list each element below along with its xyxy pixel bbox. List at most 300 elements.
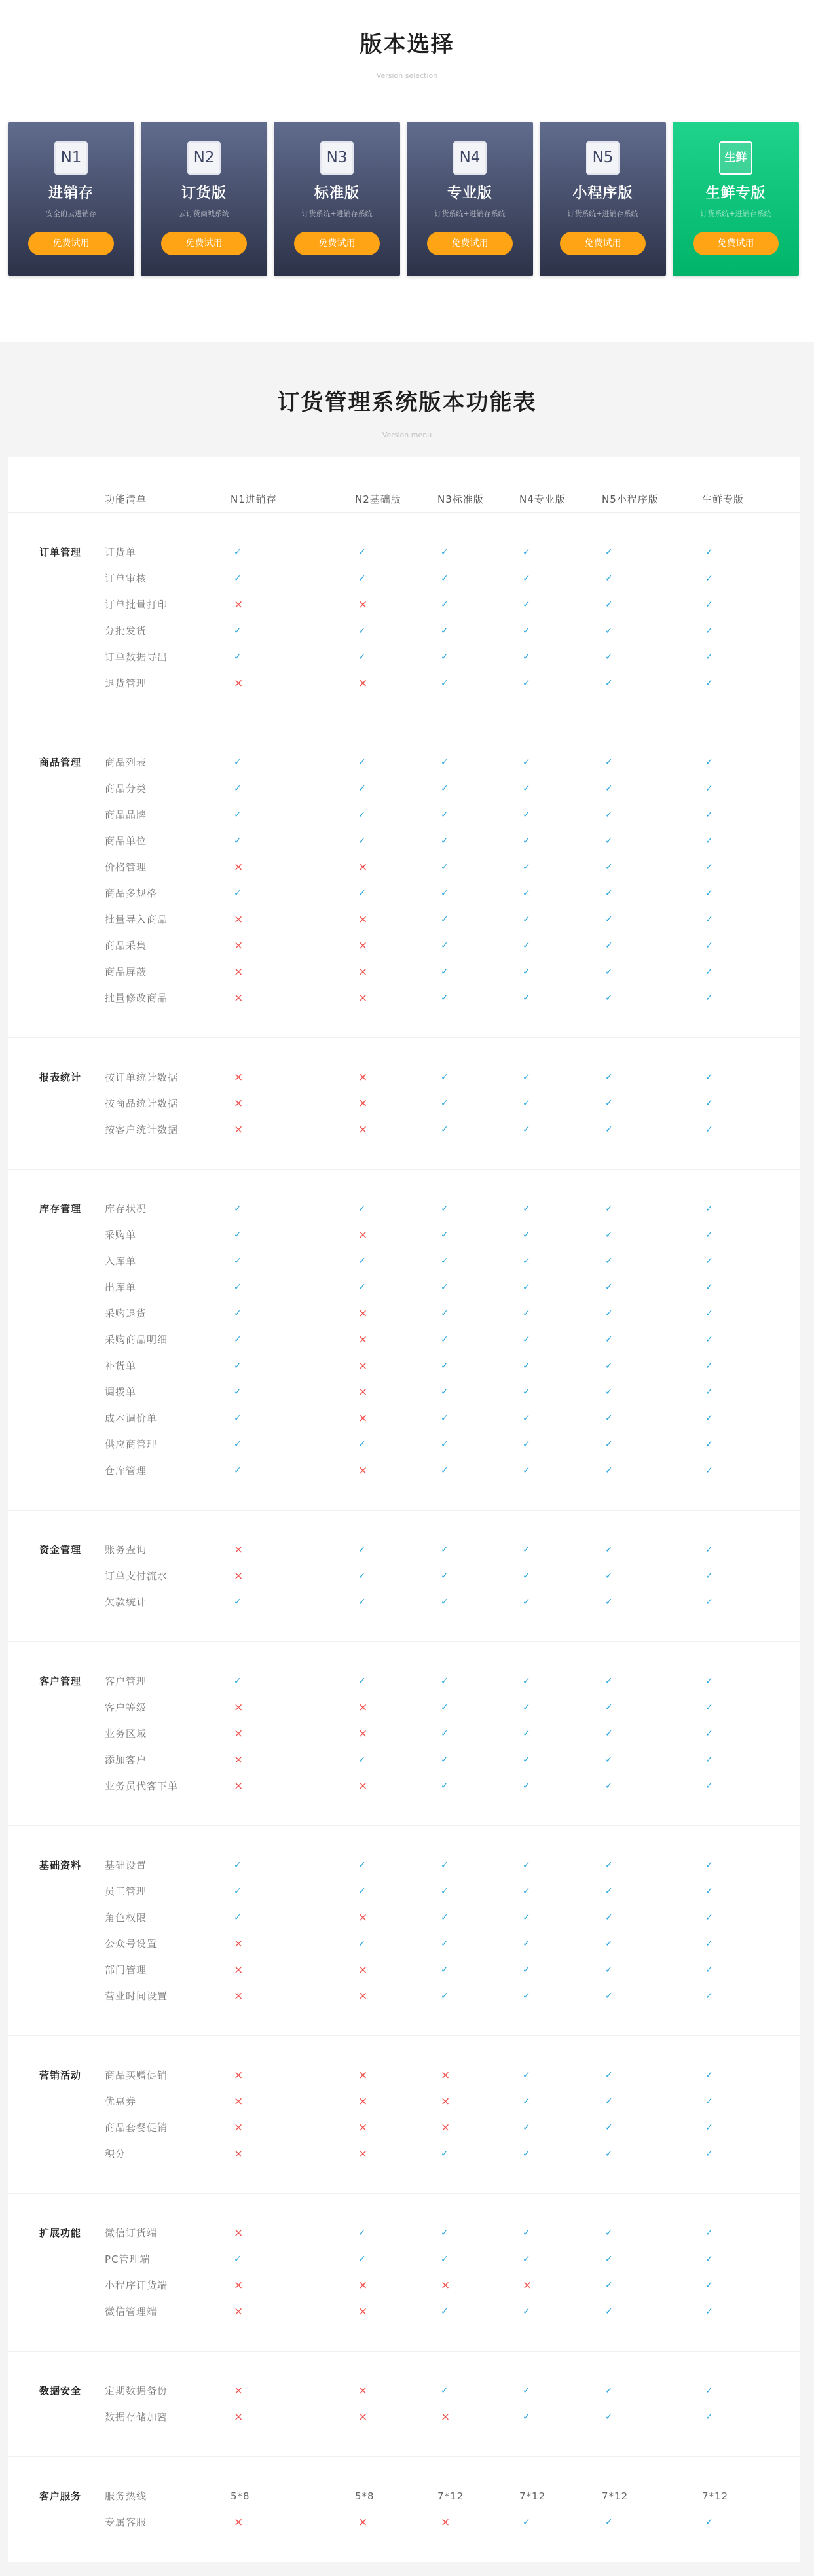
- feature-name: 专属客服: [105, 2516, 147, 2528]
- feature-name: 订单审核: [105, 573, 147, 584]
- cross-icon: ×: [234, 2069, 244, 2082]
- version-name: 生鲜专版: [705, 185, 766, 202]
- check-icon: ✓: [358, 1597, 367, 1607]
- cross-icon: ×: [358, 861, 369, 874]
- check-icon: ✓: [441, 2149, 449, 2159]
- check-icon: ✓: [441, 1361, 449, 1371]
- check-icon: ✓: [705, 1912, 714, 1923]
- table-row: [8, 2088, 800, 2115]
- check-icon: ✓: [441, 2386, 449, 2396]
- table-row: [8, 1248, 800, 1274]
- check-icon: ✓: [523, 1439, 531, 1450]
- check-icon: ✓: [523, 599, 531, 610]
- cross-icon: ×: [358, 1412, 369, 1425]
- check-icon: ✓: [523, 547, 531, 558]
- check-icon: ✓: [441, 678, 449, 689]
- feature-name: 采购商品明细: [105, 1334, 168, 1346]
- check-icon: ✓: [441, 599, 449, 610]
- check-icon: ✓: [523, 757, 531, 768]
- version-name: 标准版: [314, 185, 360, 202]
- feature-name: 库存状况: [105, 1203, 147, 1215]
- check-icon: ✓: [234, 1361, 242, 1371]
- feature-name: 按订单统计数据: [105, 1071, 179, 1083]
- check-icon: ✓: [705, 2122, 714, 2133]
- check-icon: ✓: [234, 836, 242, 846]
- n3-badge-icon: N3: [320, 141, 354, 175]
- check-icon: ✓: [605, 1939, 614, 1949]
- cross-icon: ×: [358, 1333, 369, 1346]
- check-icon: ✓: [523, 940, 531, 951]
- check-icon: ✓: [441, 1755, 449, 1765]
- table-row: [8, 1905, 800, 1931]
- check-icon: ✓: [358, 573, 367, 584]
- check-icon: ✓: [441, 1124, 449, 1135]
- check-icon: ✓: [523, 1912, 531, 1923]
- cross-icon: ×: [234, 1780, 244, 1793]
- feature-table-subtitle: Version menu: [382, 431, 432, 439]
- cross-icon: ×: [358, 2384, 369, 2397]
- check-icon: ✓: [358, 1545, 367, 1555]
- check-icon: ✓: [441, 1702, 449, 1713]
- category-label: 商品管理: [39, 757, 82, 768]
- table-row: [8, 1773, 800, 1799]
- check-icon: ✓: [605, 547, 614, 558]
- feature-group: [8, 1826, 800, 2036]
- table-row: [8, 2378, 800, 2404]
- check-icon: ✓: [234, 1912, 242, 1923]
- cross-icon: ×: [358, 2121, 369, 2134]
- cross-icon: ×: [358, 965, 369, 978]
- table-row: [8, 1353, 800, 1379]
- check-icon: ✓: [605, 678, 614, 689]
- check-icon: ✓: [705, 1465, 714, 1476]
- check-icon: ✓: [523, 626, 531, 636]
- feature-name: 调拨单: [105, 1386, 137, 1398]
- check-icon: ✓: [705, 547, 714, 558]
- category-label: 客户管理: [39, 1675, 82, 1687]
- table-row: [8, 933, 800, 959]
- check-icon: ✓: [705, 1886, 714, 1897]
- check-icon: ✓: [441, 783, 449, 794]
- check-icon: ✓: [705, 1571, 714, 1581]
- check-icon: ✓: [358, 757, 367, 768]
- check-icon: ✓: [705, 1308, 714, 1319]
- check-icon: ✓: [523, 783, 531, 794]
- check-icon: ✓: [234, 652, 242, 662]
- check-icon: ✓: [705, 2412, 714, 2422]
- check-icon: ✓: [441, 547, 449, 558]
- free-trial-button[interactable]: 免费试用: [560, 232, 646, 255]
- check-icon: ✓: [358, 2228, 367, 2238]
- feature-name: 积分: [105, 2148, 126, 2160]
- check-icon: ✓: [234, 1676, 242, 1687]
- check-icon: ✓: [234, 1886, 242, 1897]
- check-icon: ✓: [605, 1361, 614, 1371]
- free-trial-button[interactable]: 免费试用: [28, 232, 114, 255]
- check-icon: ✓: [605, 1597, 614, 1607]
- version-selection-section: [0, 0, 814, 342]
- check-icon: ✓: [523, 1098, 531, 1109]
- check-icon: ✓: [705, 1387, 714, 1397]
- check-icon: ✓: [523, 967, 531, 977]
- check-icon: ✓: [605, 2386, 614, 2396]
- check-icon: ✓: [523, 2306, 531, 2317]
- check-icon: ✓: [523, 1256, 531, 1266]
- check-icon: ✓: [605, 1204, 614, 1214]
- check-icon: ✓: [605, 2280, 614, 2291]
- feature-name: 小程序订货端: [105, 2280, 168, 2291]
- table-row: [8, 1694, 800, 1721]
- check-icon: ✓: [523, 1334, 531, 1345]
- cross-icon: ×: [234, 1543, 244, 1556]
- check-icon: ✓: [605, 2306, 614, 2317]
- check-icon: ✓: [441, 573, 449, 584]
- check-icon: ✓: [605, 1282, 614, 1293]
- free-trial-button[interactable]: 免费试用: [693, 232, 779, 255]
- check-icon: ✓: [234, 1282, 242, 1293]
- feature-name: 客户管理: [105, 1675, 147, 1687]
- check-icon: ✓: [523, 836, 531, 846]
- check-icon: ✓: [441, 1098, 449, 1109]
- cross-icon: ×: [234, 1123, 244, 1136]
- cross-icon: ×: [234, 2516, 244, 2529]
- table-row: [8, 1300, 800, 1327]
- feature-name: 营业时间设置: [105, 1990, 168, 2002]
- feature-name: 优惠券: [105, 2096, 137, 2107]
- check-icon: ✓: [441, 626, 449, 636]
- service-value: 7*12: [602, 2490, 629, 2502]
- feature-name: 添加客户: [105, 1754, 147, 1766]
- cross-icon: ×: [234, 1990, 244, 2003]
- check-icon: ✓: [705, 836, 714, 846]
- free-trial-button[interactable]: 免费试用: [294, 232, 380, 255]
- table-row: [8, 1458, 800, 1484]
- feature-group: [8, 1170, 800, 1511]
- n4-badge-icon: N4: [453, 141, 487, 175]
- free-trial-button[interactable]: 免费试用: [161, 232, 247, 255]
- check-icon: ✓: [605, 810, 614, 820]
- table-row: [8, 2404, 800, 2430]
- check-icon: ✓: [705, 1965, 714, 1975]
- cross-icon: ×: [441, 2121, 451, 2134]
- check-icon: ✓: [605, 1439, 614, 1450]
- feature-name: 商品套餐促销: [105, 2122, 168, 2134]
- check-icon: ✓: [605, 1413, 614, 1423]
- check-icon: ✓: [441, 1230, 449, 1240]
- cross-icon: ×: [358, 2305, 369, 2318]
- category-label: 数据安全: [39, 2385, 82, 2397]
- check-icon: ✓: [523, 2149, 531, 2159]
- feature-name: 微信管理端: [105, 2306, 158, 2317]
- check-icon: ✓: [605, 1098, 614, 1109]
- table-row: [8, 1589, 800, 1615]
- feature-name: 批量导入商品: [105, 914, 168, 925]
- version-name: 专业版: [447, 185, 492, 202]
- check-icon: ✓: [441, 1965, 449, 1975]
- check-icon: ✓: [705, 1781, 714, 1791]
- cross-icon: ×: [358, 1727, 369, 1740]
- feature-name: 采购退货: [105, 1308, 147, 1319]
- cross-icon: ×: [234, 1097, 244, 1110]
- check-icon: ✓: [705, 2096, 714, 2107]
- check-icon: ✓: [605, 1571, 614, 1581]
- check-icon: ✓: [705, 1072, 714, 1082]
- check-icon: ✓: [605, 1308, 614, 1319]
- feature-name: 客户等级: [105, 1702, 147, 1713]
- cross-icon: ×: [358, 1123, 369, 1136]
- feature-table-body: [8, 513, 800, 2562]
- category-label: 订单管理: [39, 546, 82, 558]
- check-icon: ✓: [441, 888, 449, 899]
- check-icon: ✓: [523, 888, 531, 899]
- check-icon: ✓: [523, 2122, 531, 2133]
- feature-name: 微信订货端: [105, 2227, 158, 2239]
- check-icon: ✓: [523, 652, 531, 662]
- table-row: [8, 985, 800, 1011]
- check-icon: ✓: [358, 1939, 367, 1949]
- table-row: [8, 565, 800, 592]
- feature-name: PC管理端: [105, 2253, 151, 2265]
- check-icon: ✓: [605, 1387, 614, 1397]
- check-icon: ✓: [441, 940, 449, 951]
- table-row: [8, 1931, 800, 1957]
- check-icon: ✓: [605, 2517, 614, 2528]
- version-selection-title: 版本选择: [360, 31, 454, 58]
- check-icon: ✓: [605, 757, 614, 768]
- feature-name: 订单批量打印: [105, 599, 168, 611]
- check-icon: ✓: [705, 1728, 714, 1739]
- check-icon: ✓: [523, 1545, 531, 1555]
- cross-icon: ×: [234, 1937, 244, 1950]
- feature-group: [8, 1642, 800, 1826]
- check-icon: ✓: [523, 1781, 531, 1791]
- table-row: [8, 1668, 800, 1694]
- feature-name: 部门管理: [105, 1964, 147, 1976]
- check-icon: ✓: [705, 1939, 714, 1949]
- version-card-n1: [8, 122, 134, 276]
- cross-icon: ×: [358, 1990, 369, 2003]
- feature-name: 商品买赠促销: [105, 2069, 168, 2081]
- check-icon: ✓: [605, 1072, 614, 1082]
- cross-icon: ×: [234, 861, 244, 874]
- check-icon: ✓: [234, 573, 242, 584]
- check-icon: ✓: [358, 783, 367, 794]
- check-icon: ✓: [523, 2096, 531, 2107]
- check-icon: ✓: [358, 1282, 367, 1293]
- cross-icon: ×: [234, 2384, 244, 2397]
- check-icon: ✓: [705, 2280, 714, 2291]
- check-icon: ✓: [441, 993, 449, 1003]
- check-icon: ✓: [358, 1676, 367, 1687]
- check-icon: ✓: [705, 757, 714, 768]
- table-row: [8, 1117, 800, 1143]
- check-icon: ✓: [523, 1860, 531, 1870]
- check-icon: ✓: [523, 2386, 531, 2396]
- version-description: 安全的云进销存: [46, 209, 96, 218]
- header-n2: N2基础版: [355, 493, 401, 505]
- check-icon: ✓: [358, 1256, 367, 1266]
- service-value: 7*12: [519, 2490, 546, 2502]
- check-icon: ✓: [705, 599, 714, 610]
- check-icon: ✓: [605, 2228, 614, 2238]
- check-icon: ✓: [358, 888, 367, 899]
- check-icon: ✓: [234, 810, 242, 820]
- feature-name: 商品单位: [105, 835, 147, 847]
- check-icon: ✓: [441, 1860, 449, 1870]
- feature-group: [8, 2194, 800, 2352]
- feature-table: [8, 457, 800, 2562]
- check-icon: ✓: [441, 1728, 449, 1739]
- check-icon: ✓: [523, 1124, 531, 1135]
- check-icon: ✓: [705, 1282, 714, 1293]
- check-icon: ✓: [358, 652, 367, 662]
- table-row: [8, 644, 800, 670]
- cross-icon: ×: [441, 2516, 451, 2529]
- cross-icon: ×: [358, 2095, 369, 2108]
- feature-name: 分批发货: [105, 625, 147, 637]
- check-icon: ✓: [705, 1413, 714, 1423]
- check-icon: ✓: [523, 1886, 531, 1897]
- check-icon: ✓: [523, 573, 531, 584]
- cross-icon: ×: [358, 2410, 369, 2424]
- version-card-n3: [274, 122, 400, 276]
- feature-name: 服务热线: [105, 2490, 147, 2502]
- version-description: 订货系统+进销存系统: [700, 209, 771, 218]
- version-name: 订货版: [181, 185, 227, 202]
- table-row: [8, 1274, 800, 1300]
- check-icon: ✓: [441, 1308, 449, 1319]
- category-label: 基础资料: [39, 1859, 82, 1871]
- check-icon: ✓: [523, 1413, 531, 1423]
- cross-icon: ×: [523, 2279, 533, 2292]
- check-icon: ✓: [605, 1230, 614, 1240]
- check-icon: ✓: [705, 993, 714, 1003]
- check-icon: ✓: [523, 2070, 531, 2081]
- table-row: [8, 2509, 800, 2535]
- cross-icon: ×: [358, 1071, 369, 1084]
- cross-icon: ×: [358, 598, 369, 611]
- table-row: [8, 1327, 800, 1353]
- feature-name: 公众号设置: [105, 1938, 158, 1950]
- check-icon: ✓: [705, 652, 714, 662]
- cross-icon: ×: [358, 992, 369, 1005]
- check-icon: ✓: [441, 1912, 449, 1923]
- version-card-n5: [540, 122, 666, 276]
- cross-icon: ×: [234, 1753, 244, 1766]
- feature-name: 采购单: [105, 1229, 137, 1241]
- check-icon: ✓: [234, 1597, 242, 1607]
- feature-name: 成本调价单: [105, 1412, 158, 1424]
- feature-name: 出库单: [105, 1281, 137, 1293]
- check-icon: ✓: [441, 836, 449, 846]
- check-icon: ✓: [705, 888, 714, 899]
- feature-name: 定期数据备份: [105, 2385, 168, 2397]
- check-icon: ✓: [523, 1676, 531, 1687]
- check-icon: ✓: [358, 1204, 367, 1214]
- cross-icon: ×: [358, 939, 369, 952]
- check-icon: ✓: [523, 678, 531, 689]
- check-icon: ✓: [358, 1860, 367, 1870]
- check-icon: ✓: [705, 862, 714, 872]
- cross-icon: ×: [358, 1228, 369, 1242]
- check-icon: ✓: [605, 2096, 614, 2107]
- check-icon: ✓: [358, 626, 367, 636]
- cross-icon: ×: [358, 677, 369, 690]
- header-n1: N1进销存: [231, 493, 277, 505]
- check-icon: ✓: [234, 1230, 242, 1240]
- table-row: [8, 1431, 800, 1458]
- check-icon: ✓: [441, 1991, 449, 2001]
- check-icon: ✓: [705, 2386, 714, 2396]
- check-icon: ✓: [234, 1860, 242, 1870]
- free-trial-button[interactable]: 免费试用: [427, 232, 513, 255]
- table-row: [8, 2246, 800, 2272]
- feature-name: 商品屏蔽: [105, 966, 147, 978]
- check-icon: ✓: [705, 1676, 714, 1687]
- feature-name: 账务查询: [105, 1544, 147, 1556]
- check-icon: ✓: [523, 1387, 531, 1397]
- table-row: [8, 802, 800, 828]
- check-icon: ✓: [705, 1256, 714, 1266]
- table-row: [8, 1196, 800, 1222]
- cross-icon: ×: [234, 1071, 244, 1084]
- check-icon: ✓: [523, 2254, 531, 2264]
- table-row: [8, 906, 800, 933]
- cross-icon: ×: [234, 1569, 244, 1583]
- check-icon: ✓: [605, 993, 614, 1003]
- check-icon: ✓: [234, 1413, 242, 1423]
- check-icon: ✓: [705, 1334, 714, 1345]
- check-icon: ✓: [523, 1965, 531, 1975]
- check-icon: ✓: [441, 967, 449, 977]
- n2-badge-icon: N2: [187, 141, 221, 175]
- table-row: [8, 618, 800, 644]
- feature-name: 按商品统计数据: [105, 1098, 179, 1109]
- check-icon: ✓: [523, 1597, 531, 1607]
- service-value: 5*8: [355, 2490, 375, 2502]
- check-icon: ✓: [441, 2254, 449, 2264]
- check-icon: ✓: [358, 2254, 367, 2264]
- check-icon: ✓: [705, 1991, 714, 2001]
- check-icon: ✓: [441, 1676, 449, 1687]
- check-icon: ✓: [605, 1991, 614, 2001]
- check-icon: ✓: [523, 862, 531, 872]
- table-row: [8, 1747, 800, 1773]
- table-row: [8, 1064, 800, 1090]
- version-selection-subtitle: Version selection: [376, 71, 438, 80]
- check-icon: ✓: [605, 626, 614, 636]
- feature-group: [8, 513, 800, 723]
- check-icon: ✓: [705, 2228, 714, 2238]
- check-icon: ✓: [441, 652, 449, 662]
- table-row: [8, 539, 800, 565]
- fresh-badge-icon: 生鲜: [719, 141, 752, 175]
- cross-icon: ×: [358, 1780, 369, 1793]
- check-icon: ✓: [705, 2254, 714, 2264]
- check-icon: ✓: [705, 1860, 714, 1870]
- check-icon: ✓: [523, 1939, 531, 1949]
- check-icon: ✓: [705, 2517, 714, 2528]
- cross-icon: ×: [358, 1464, 369, 1477]
- check-icon: ✓: [234, 1465, 242, 1476]
- check-icon: ✓: [441, 1781, 449, 1791]
- feature-group: [8, 1511, 800, 1642]
- table-row: [8, 1405, 800, 1431]
- check-icon: ✓: [234, 1387, 242, 1397]
- feature-group: [8, 2457, 800, 2562]
- check-icon: ✓: [705, 1545, 714, 1555]
- table-row: [8, 1852, 800, 1878]
